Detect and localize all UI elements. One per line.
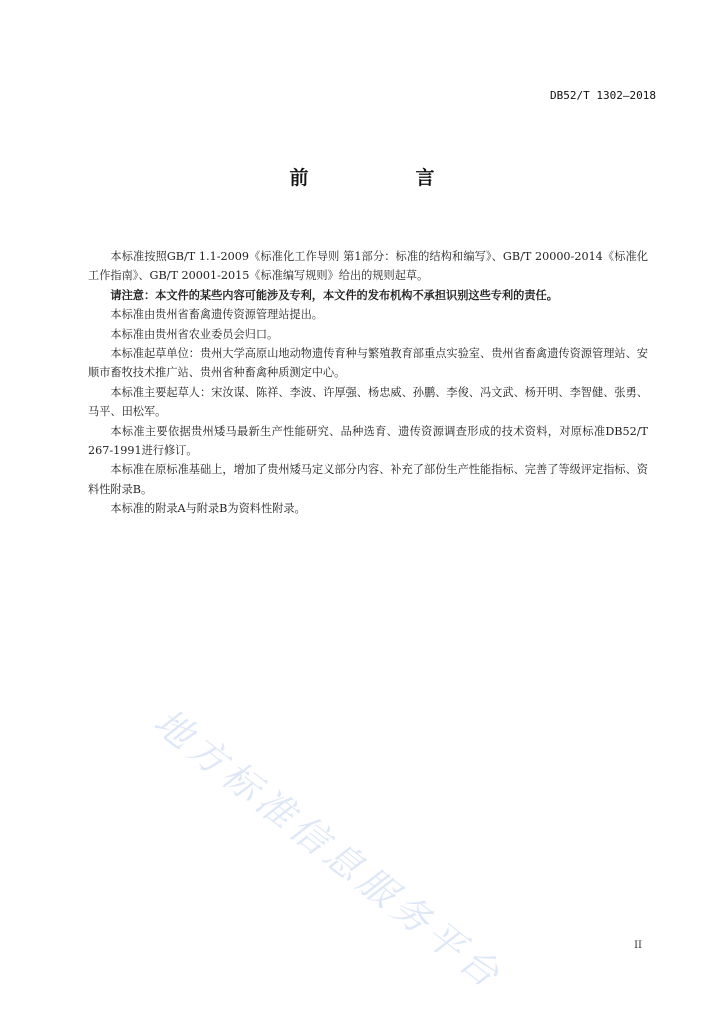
page-number: II xyxy=(634,940,642,951)
page-title: 前 言 xyxy=(289,167,479,189)
paragraph-drafting-rules: 本标准按照GB/T 1.1-2009《标准化工作导则 第1部分：标准的结构和编写》、GB/T 20000-2014《标准化工作指南》、GB/T 20001-2015《标准编写规则》给出的规则起草。 xyxy=(88,250,648,283)
paragraph-revision-basis: 本标准主要依据贵州矮马最新生产性能研究、品种选育、遗传资源调查形成的技术资料，对原标准DB52/T 267-1991进行修订。 xyxy=(88,424,648,458)
paragraph-centralized-by: 本标准由贵州省农业委员会归口。 xyxy=(110,327,279,341)
paragraph-drafters: 本标准主要起草人：宋汝谋、陈祥、李波、许厚强、杨忠威、孙鹏、李俊、冯文武、杨开明、李智健、张勇、马平、田松军。 xyxy=(88,385,648,419)
watermark: 地方标准信息服务平台 xyxy=(145,700,512,999)
paragraph-proposer: 本标准由贵州省畜禽遗传资源管理站提出。 xyxy=(110,308,323,322)
paragraph-drafting-units: 本标准起草单位：贵州大学高原山地动物遗传育种与繁殖教育部重点实验室、贵州省畜禽遗传资源管理站、安顺市畜牧技术推广站、贵州省种畜禽种质测定中心。 xyxy=(88,347,648,380)
paragraph-patent-notice: 请注意：本文件的某些内容可能涉及专利，本文件的发布机构不承担识别这些专利的责任。 xyxy=(110,288,558,302)
foreword-body xyxy=(88,247,648,519)
standard-code: DB52/T 1302—2018 xyxy=(550,89,656,102)
paragraph-changes: 本标准在原标准基础上，增加了贵州矮马定义部分内容、补充了部份生产性能指标、完善了等级评定指标、资料性附录B。 xyxy=(88,463,648,496)
paragraph-appendices: 本标准的附录A与附录B为资料性附录。 xyxy=(110,502,306,516)
